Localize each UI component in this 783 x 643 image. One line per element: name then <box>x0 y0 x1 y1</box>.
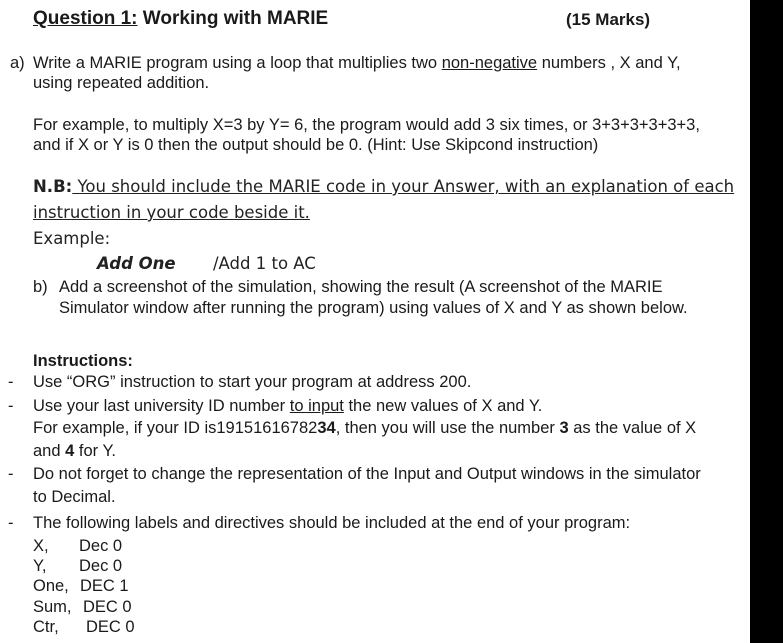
item2-post: the new values of X and Y. <box>343 397 543 415</box>
bullet-3: - <box>8 465 14 483</box>
non-negative-text: non-negative <box>441 54 538 72</box>
nb-line2: instruction in your code beside it. <box>33 203 310 222</box>
nb-label: N.B: <box>33 177 73 196</box>
directive-value: Dec 0 <box>79 537 123 555</box>
part-b-line2: Simulator window after running the program) using values of X and Y as shown below. <box>59 299 688 317</box>
directive-value: Dec 0 <box>79 557 123 575</box>
directive-value: DEC 1 <box>80 577 129 595</box>
part-b-marker: b) <box>33 278 48 296</box>
nb-line1 <box>33 177 734 196</box>
item2-ex2-pre: and <box>33 442 66 460</box>
directive-label: One, <box>33 577 69 595</box>
marks-label: (15 Marks) <box>566 10 651 29</box>
instruction-item-2 <box>33 396 542 416</box>
right-edge-bar <box>750 0 783 643</box>
question-title-text: Working with MARIE <box>137 8 329 29</box>
bullet-2: - <box>8 397 14 415</box>
instruction-item-1: Use “ORG” instruction to start your program at address 200. <box>33 373 472 391</box>
item2-ex2-four: 4 <box>65 442 75 460</box>
bullet-4: - <box>8 514 14 532</box>
instructions-heading: Instructions: <box>33 352 133 370</box>
item2-ex-three: 3 <box>559 419 569 437</box>
item2-underlined: to input <box>289 397 344 415</box>
part-a-line2: using repeated addition. <box>33 74 210 92</box>
directive-value: DEC 0 <box>86 618 135 636</box>
item2-pre: Use your last university ID number <box>33 397 290 415</box>
part-a-line1 <box>33 53 681 73</box>
directive-label: Ctr, <box>33 618 59 636</box>
instruction-item-2-example-line2 <box>33 441 116 461</box>
directive-value: DEC 0 <box>83 598 132 616</box>
code-comment: /Add 1 to AC <box>213 254 316 273</box>
directive-label: X, <box>33 537 49 555</box>
bullet-1: - <box>8 373 14 391</box>
item2-ex-bold: 34 <box>317 419 336 437</box>
part-a-line1-pre: Write a MARIE program using a loop that multiplies two <box>33 54 442 72</box>
instruction-item-2-example <box>33 418 696 438</box>
directive-label: Y, <box>33 557 47 575</box>
example-label: Example: <box>33 229 111 248</box>
instruction-item-3-line1: Do not forget to change the representation of the Input and Output windows in the simulator <box>33 465 701 483</box>
item2-ex-pre: For example, if your ID is19151616782 <box>33 419 318 437</box>
item2-ex-mid: , then you will use the number <box>335 419 560 437</box>
nb-text1: You should include the MARIE code in your Answer, with an explanation of each <box>72 177 735 196</box>
item2-ex-post: as the value of X <box>568 419 697 437</box>
directive-label: Sum, <box>33 598 72 616</box>
instruction-item-3-line2: to Decimal. <box>33 488 116 506</box>
part-a-example-line1: For example, to multiply X=3 by Y= 6, the program would add 3 six times, or 3+3+3+3+3+3, <box>33 116 700 134</box>
code-instruction: Add One <box>97 254 176 273</box>
item2-ex2-post: for Y. <box>74 442 116 460</box>
part-b-line1: Add a screenshot of the simulation, showing the result (A screenshot of the MARIE <box>59 278 663 296</box>
part-a-marker: a) <box>10 54 25 72</box>
question-title <box>33 8 328 30</box>
instruction-item-4: The following labels and directives should be included at the end of your program: <box>33 514 631 532</box>
part-a-example-line2: and if X or Y is 0 then the output should be 0. (Hint: Use Skipcond instruction) <box>33 136 599 154</box>
part-a-line1-post: numbers , X and Y, <box>537 54 681 72</box>
question-label: Question 1: <box>33 8 138 29</box>
